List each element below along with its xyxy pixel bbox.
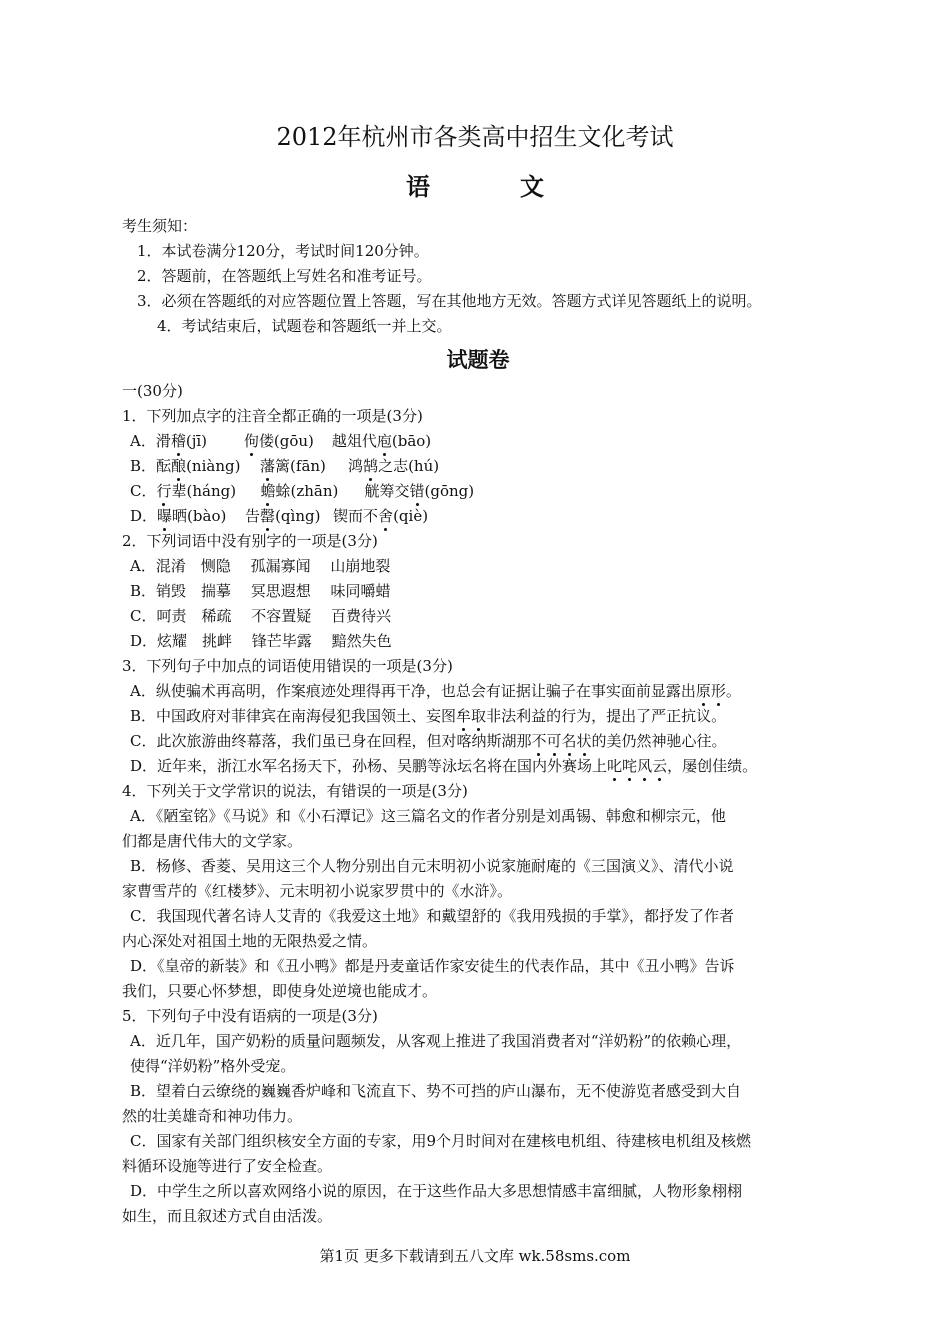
q3-option-c: C．此次旅游曲终幕落，我们虽已身在回程，但对喀纳斯湖那不可名状的美仍然神驰心往。 — [122, 729, 834, 754]
dotted-word: 牟取 — [456, 707, 486, 725]
q5-option-b: B．望着白云缭绕的巍巍香炉峰和飞流直下、势不可挡的庐山瀑布，无不使游览者感受到大自 — [130, 1082, 742, 1100]
dotted-word: 不可名状 — [531, 732, 591, 750]
subject-right: 文 — [520, 173, 544, 201]
exam-title: 2012年杭州市各类高中招生文化考试 — [276, 123, 674, 151]
paper-title: 试题卷 — [446, 348, 510, 372]
q5-option-c-cont: 料循环设施等进行了安全检查。 — [122, 1157, 333, 1175]
q5-option-d: D．中学生之所以喜欢网络小说的原因，在于这些作品大多思想情感丰富细腻，人物形象栩栩 — [130, 1182, 743, 1200]
q2-option-c: C．呵责 稀疏 不容置疑 百费待兴 — [130, 607, 392, 625]
notice-label: 考生须知： — [122, 217, 198, 235]
q2-option-b: B．销毁 揣摹 冥思遐想 味同嚼蜡 — [130, 582, 391, 600]
q3-option-d: D．近年来，浙江水军名扬天下，孙杨、吴鹏等泳坛名将在国内外赛场上叱咤风云，屡创佳绩。 — [122, 754, 834, 779]
q5-option-a-cont: 使得“洋奶粉”格外受宠。 — [130, 1057, 296, 1075]
q3-option-b: B．中国政府对菲律宾在南海侵犯我国领土、妄图牟取非法利益的行为，提出了严正抗议。 — [122, 704, 834, 729]
q2-option-a: A．混淆 恻隐 孤漏寡闻 山崩地裂 — [130, 557, 391, 575]
q5-option-c: C．国家有关部门组织核安全方面的专家，用9个月时间对在建核电机组、待建核电机组及核燃 — [130, 1132, 752, 1150]
dotted-word: 叱咤风云 — [607, 757, 667, 775]
q4-option-d: D．《皇帝的新装》和《丑小鸭》都是丹麦童话作家安徒生的代表作品，其中《丑小鸭》告诉 — [130, 957, 735, 975]
notice-item: 3．必须在答题纸的对应答题位置上答题，写在其他地方无效。答题方式详见答题纸上的说明。 — [137, 292, 762, 310]
q5-stem: 5．下列句子中没有语病的一项是(3分) — [122, 1007, 378, 1025]
q1-option-a: A．滑稽(jī) 佝偻(gōu) 越俎代庖(bāo) — [122, 429, 834, 454]
subject-heading — [0, 172, 950, 202]
q2-option-d: D．炫耀 挑衅 锋芒毕露 黯然失色 — [130, 632, 392, 650]
q1-option-c: C．行辈(háng) 蟾蜍(zhān) 觥筹交错(gōng) — [122, 479, 834, 504]
q4-option-a-cont: 们都是唐代伟大的文学家。 — [122, 832, 303, 850]
q4-option-d-cont: 我们，只要心怀梦想，即使身处逆境也能成才。 — [122, 982, 438, 1000]
q1-stem: 1．下列加点字的注音全都正确的一项是(3分) — [122, 407, 423, 425]
q5-option-a: A．近几年，国产奶粉的质量问题频发，从客观上推进了我国消费者对“洋奶粉”的依赖心理， — [130, 1032, 742, 1050]
q5-option-d-cont: 如生，而且叙述方式自由活泼。 — [122, 1207, 333, 1225]
q4-stem: 4．下列关于文学常识的说法，有错误的一项是(3分) — [122, 782, 468, 800]
q3-option-a: A．纵使骗术再高明，作案痕迹处理得再干净，也总会有证据让骗子在事实面前显露出原形。 — [122, 679, 834, 704]
notice-item: 1．本试卷满分120分，考试时间120分钟。 — [137, 242, 429, 260]
q3-stem: 3．下列句子中加点的词语使用错误的一项是(3分) — [122, 657, 453, 675]
subject-left: 语 — [406, 173, 430, 201]
q4-option-b-cont: 家曹雪芹的《红楼梦》、元末明初小说家罗贯中的《水浒》。 — [122, 882, 513, 900]
dotted-word: 原形 — [696, 682, 726, 700]
notice-item: 4．考试结束后，试题卷和答题纸一并上交。 — [157, 317, 452, 335]
page-footer: 第1页 更多下载请到五八文库 wk.58sms.com — [319, 1247, 631, 1265]
q4-option-a: A．《陋室铭》《马说》和《小石潭记》这三篇名文的作者分别是刘禹锡、韩愈和柳宗元，他 — [130, 807, 726, 825]
q2-stem: 2．下列词语中没有别字的一项是(3分) — [122, 532, 378, 550]
q1-option-d: D．曝晒(bào) 告罄(qìng) 锲而不舍(qiè) — [122, 504, 834, 529]
exam-body — [122, 214, 834, 1229]
q4-option-c-cont: 内心深处对祖国土地的无限热爱之情。 — [122, 932, 378, 950]
notice-item: 2．答题前，在答题纸上写姓名和准考证号。 — [137, 267, 432, 285]
section-heading: 一(30分) — [122, 382, 183, 400]
q5-option-b-cont: 然的壮美雄奇和神功伟力。 — [122, 1107, 303, 1125]
q4-option-b: B．杨修、香菱、吴用这三个人物分别出自元末明初小说家施耐庵的《三国演义》、清代小说 — [130, 857, 734, 875]
q1-option-b: B．酝酿(niàng) 藩篱(fān) 鸿鹄之志(hú) — [122, 454, 834, 479]
q4-option-c: C．我国现代著名诗人艾青的《我爱这土地》和戴望舒的《我用残损的手掌》，都抒发了作者 — [130, 907, 734, 925]
